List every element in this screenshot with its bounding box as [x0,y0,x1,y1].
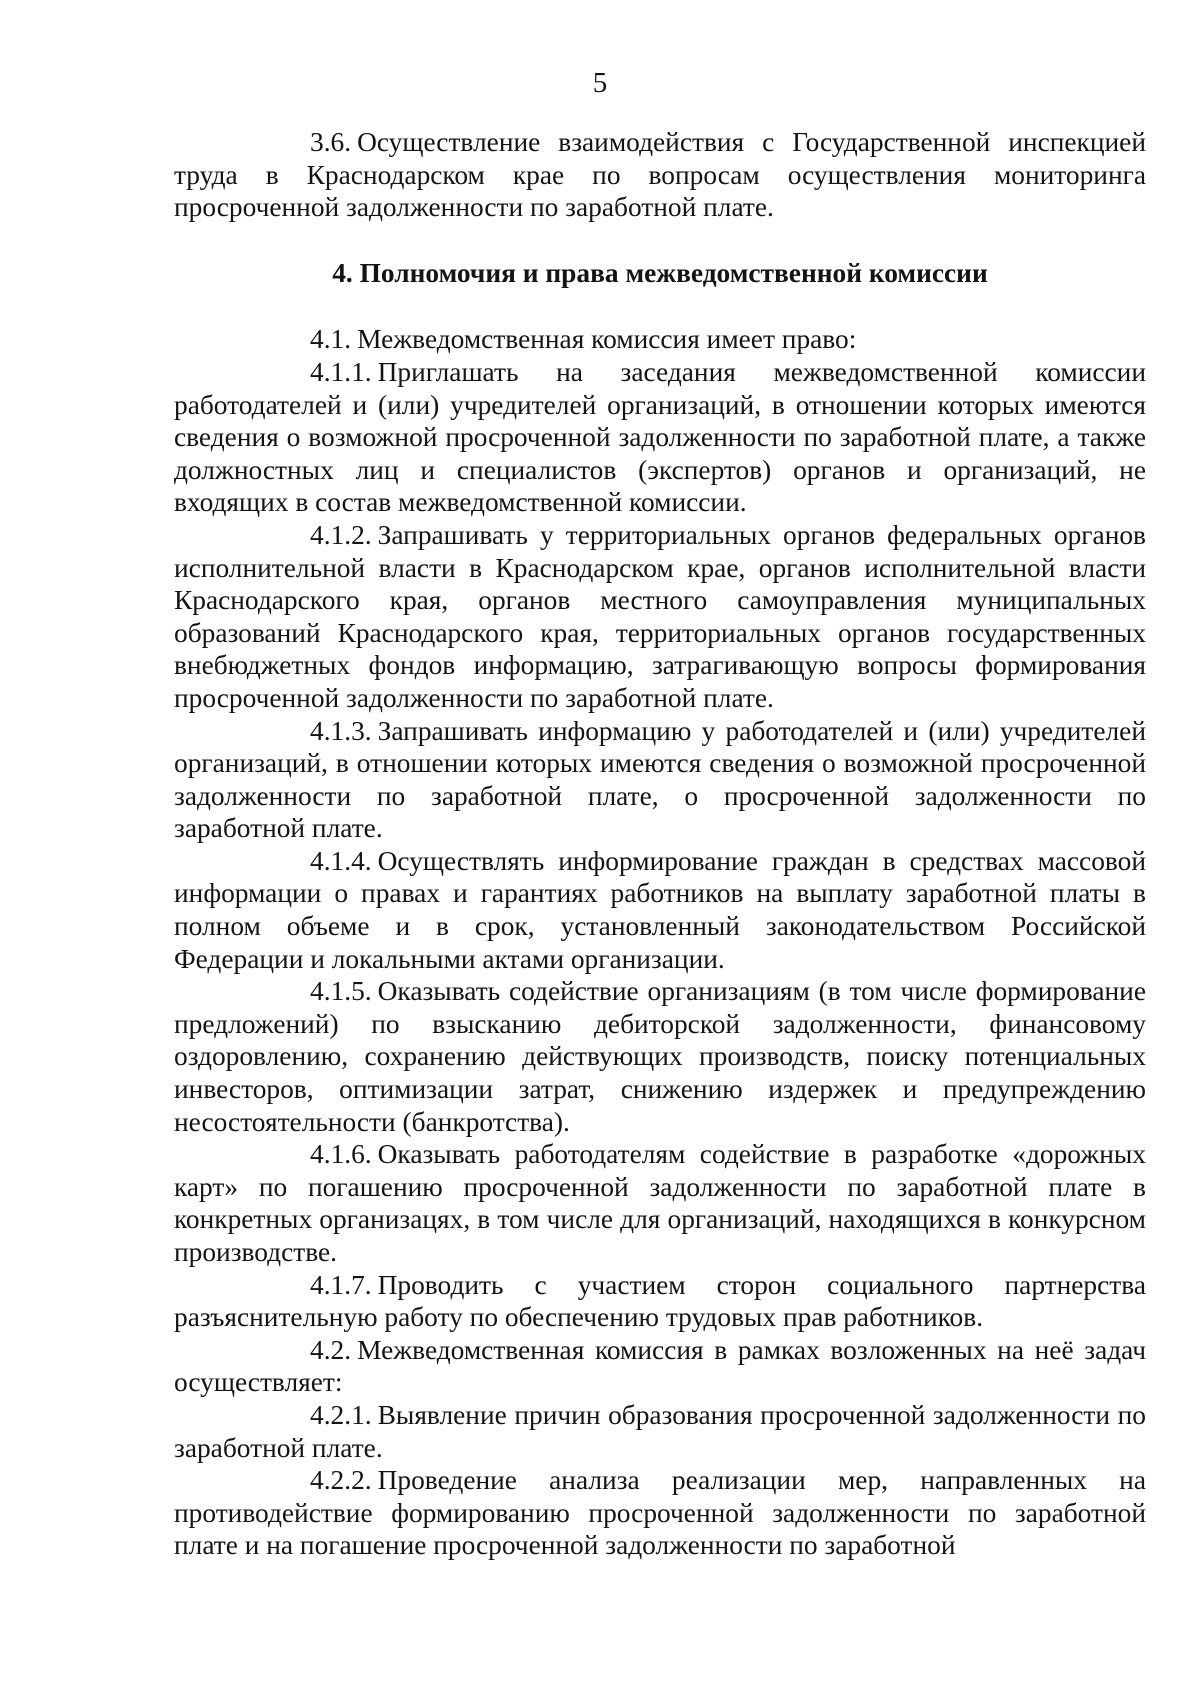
paragraph-4-1-2 [174,519,1146,715]
section-4-heading: 4. Полномочия и права межведомственной комиссии [332,257,988,288]
paragraph-4-2-2 [174,1464,1146,1562]
paragraph-number: 4.2.2. [310,1465,372,1496]
document-body [174,126,1146,1562]
paragraph-text: Запрашивать у территориальных органов федеральных органов исполнительной власти в Краснодарском крае, органов исполнительной власти Краснодарского края, органов местного самоуправления муниципальных образований Краснодарского края, территориальных органов государственных внебюджетных фондов информацию, затрагивающую вопросы формирования просроченной задолженности по заработной плате. [174,519,1146,713]
paragraph-text: Запрашивать информацию у работодателей и (или) учредителей организаций, в отношении которых имеются сведения о возможной просроченной задолженности по заработной плате, о просроченной задолженности по заработной плате. [174,715,1146,844]
paragraph-4-1-4 [174,845,1146,975]
paragraph-text: Выявление причин образования просроченной задолженности по заработной плате. [174,1399,1146,1463]
paragraph-number: 4.1.4. [310,845,372,876]
paragraph-number: 4.1.5. [310,976,372,1007]
paragraph-number: 3.6. [310,127,352,157]
paragraph-number: 4.1.1. [310,356,372,387]
page-number: 5 [592,67,608,99]
paragraph-4-2-1 [174,1399,1146,1464]
paragraph-4-1-3 [174,715,1146,845]
paragraph-number: 4.2. [310,1334,352,1365]
paragraph-number: 4.1. [310,324,352,355]
paragraph-number: 4.1.3. [310,715,372,746]
paragraph-number: 4.2.1. [310,1399,372,1430]
paragraph-number: 4.1.7. [310,1269,372,1300]
paragraph-text: Оказывать содействие организациям (в том числе формирование предложений) по взысканию дебиторской задолженности, финансовому оздоровлению, сохранению действующих производств, поиску потенциальных инвесторов, оптимизации затрат, снижению издержек и предупреждению несостоятельности (банкротства). [174,976,1146,1137]
paragraph-text: Проведение анализа реализации мер, направленных на противодействие формированию просроченной задолженности по заработной плате и на погашение просроченной задолженности по заработной [174,1465,1146,1561]
paragraph-3-6 [174,126,1146,224]
paragraph-4-1-7 [174,1269,1146,1334]
paragraph-text: Осуществление взаимодействия с Государственной инспекцией труда в Краснодарском крае по вопросам осуществления мониторинга просроченной задолженности по заработной плате. [174,127,1146,223]
paragraph-text: Межведомственная комиссия имеет право: [357,324,857,355]
paragraph-4-1-6 [174,1138,1146,1268]
paragraph-4-1 [174,323,1146,356]
paragraph-text: Проводить с участием сторон социального партнерства разъяснительную работу по обеспечению трудовых прав работников. [174,1269,1146,1333]
paragraph-4-2 [174,1334,1146,1399]
paragraph-number: 4.1.6. [310,1139,372,1170]
paragraph-text: Приглашать на заседания межведомственной комиссии работодателей и (или) учредителей организаций, в отношении которых имеются сведения о возможной просроченной задолженности по заработной плате, а также должностных лиц и специалистов (экспертов) органов и организаций, не входящих в состав межведомственной комиссии. [174,356,1146,518]
paragraph-text: Оказывать работодателям содействие в разработке «дорожных карт» по погашению просроченной задолженности по заработной плате в конкретных организацях, в том числе для организаций, находящихся в конкурсном производстве. [174,1139,1146,1267]
paragraph-4-1-1 [174,356,1146,519]
paragraph-number: 4.1.2. [310,519,372,550]
paragraph-text: Осуществлять информирование граждан в средствах массовой информации о правах и гарантиях работников на выплату заработной платы в полном объеме и в срок, установленный законодательством Российской Федерации и локальными актами организации. [174,845,1146,974]
paragraph-4-1-5 [174,975,1146,1138]
paragraph-text: Межведомственная комиссия в рамках возложенных на неё задач осуществляет: [174,1334,1146,1398]
